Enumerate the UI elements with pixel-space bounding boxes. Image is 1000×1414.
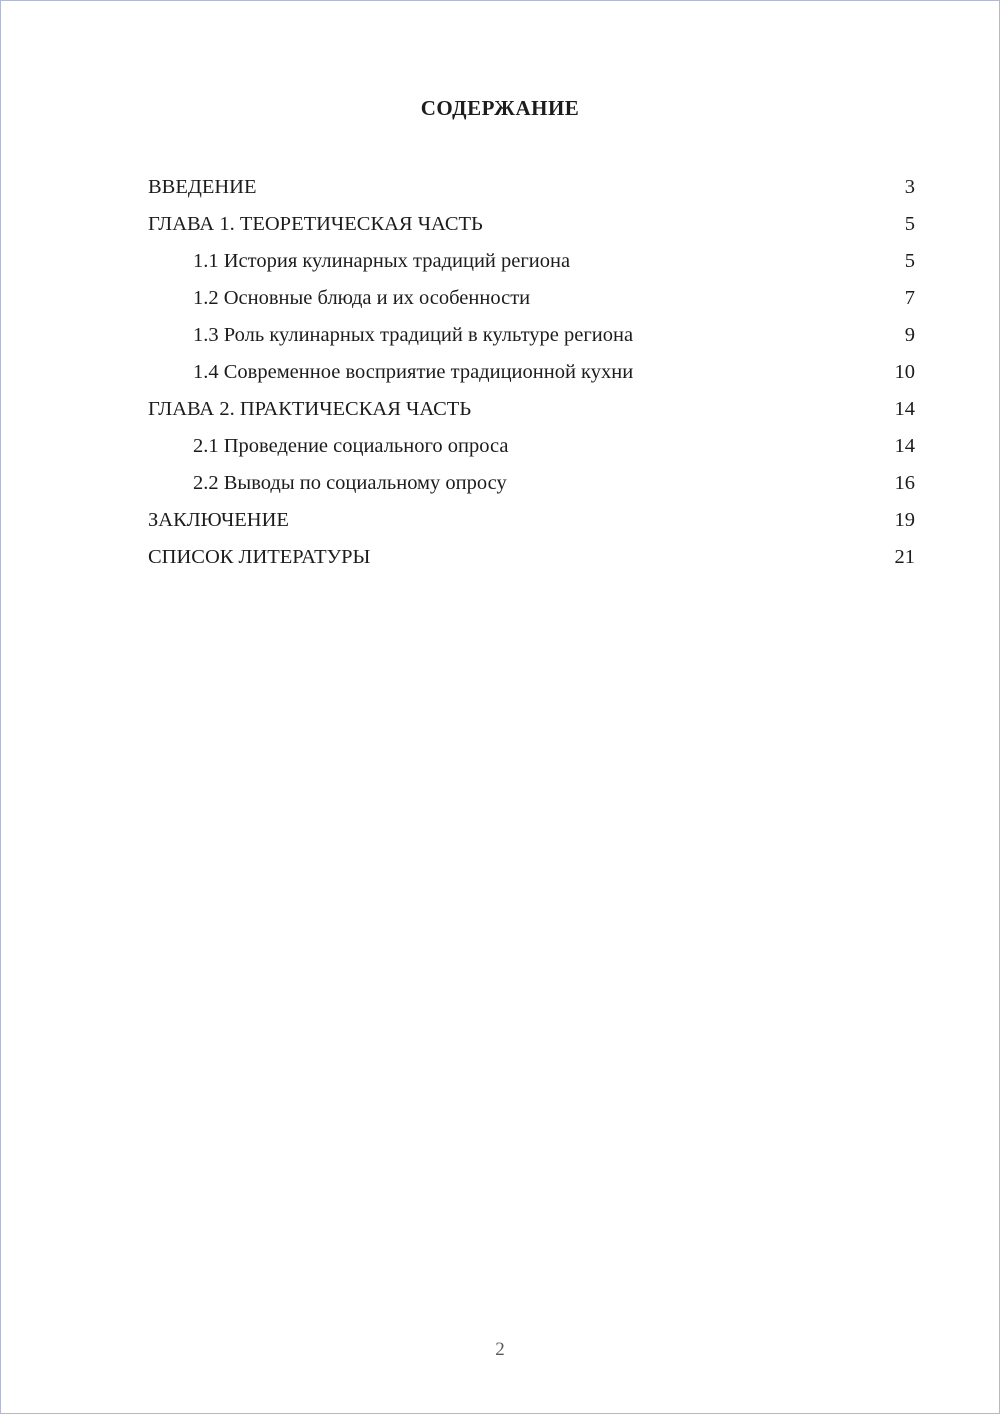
toc-entry-page: 7	[904, 287, 915, 309]
footer-page-number: 2	[495, 1339, 505, 1360]
toc-entry	[148, 502, 915, 539]
toc-entry-label: СПИСОК ЛИТЕРАТУРЫ	[148, 546, 371, 568]
toc-entry-label: ГЛАВА 1. ТЕОРЕТИЧЕСКАЯ ЧАСТЬ	[148, 213, 483, 235]
toc-entry	[148, 169, 915, 206]
toc-entry	[148, 206, 915, 243]
toc-entry-page: 5	[904, 250, 915, 272]
toc-entry	[148, 391, 915, 428]
toc-entry-label: 2.2 Выводы по социальному опросу	[193, 472, 507, 494]
toc-entry-page: 10	[894, 361, 915, 383]
toc-entry-label: 1.1 История кулинарных традиций региона	[193, 250, 571, 272]
toc-entry-page: 16	[894, 472, 915, 494]
toc-entry	[148, 317, 915, 354]
toc-entry	[148, 539, 915, 576]
toc-entry	[148, 243, 915, 280]
toc-entry-label: 1.2 Основные блюда и их особенности	[193, 287, 531, 309]
page-title: СОДЕРЖАНИЕ	[420, 96, 580, 120]
toc-entry-label: ГЛАВА 2. ПРАКТИЧЕСКАЯ ЧАСТЬ	[148, 398, 472, 420]
toc-entry-label: 1.4 Современное восприятие традиционной кухни	[193, 361, 634, 383]
toc-entry-label: ЗАКЛЮЧЕНИЕ	[148, 509, 289, 531]
toc-entry-label: 2.1 Проведение социального опроса	[193, 435, 509, 457]
toc-entry	[148, 465, 915, 502]
toc-entry	[148, 354, 915, 391]
toc-entry-page: 14	[894, 398, 915, 420]
toc-entry	[148, 280, 915, 317]
toc-entry-page: 21	[894, 546, 915, 568]
toc-entry-page: 19	[894, 509, 915, 531]
toc-entry-page: 14	[894, 435, 915, 457]
toc-entry-page: 9	[904, 324, 915, 346]
table-of-contents	[1, 169, 999, 576]
toc-entry-label: 1.3 Роль кулинарных традиций в культуре региона	[193, 324, 634, 346]
toc-entry-label: ВВЕДЕНИЕ	[148, 176, 257, 198]
toc-entry-page: 3	[904, 176, 915, 198]
toc-entry-page: 5	[904, 213, 915, 235]
toc-entry	[148, 428, 915, 465]
